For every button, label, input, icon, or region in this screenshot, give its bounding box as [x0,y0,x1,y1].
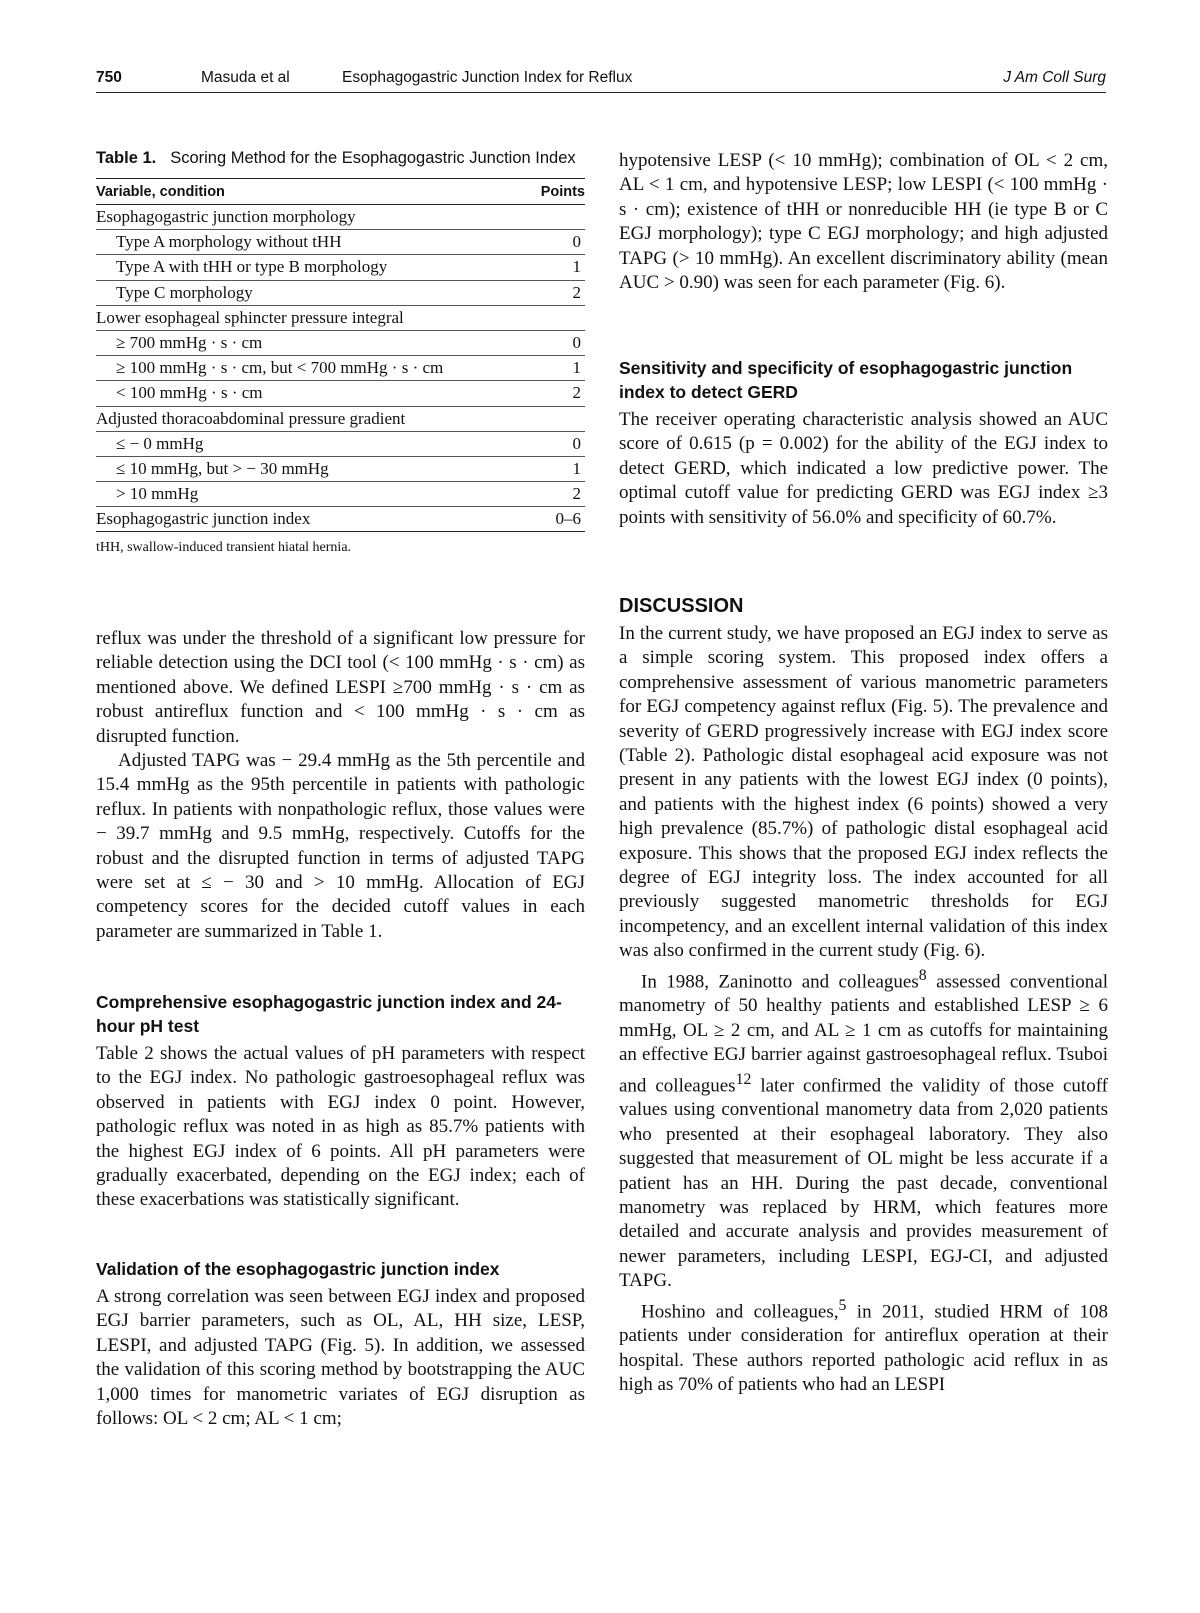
table-footnote: tHH, swallow-induced transient hiatal hernia. [96,540,352,556]
discussion-heading: DISCUSSION [619,595,744,617]
section-sensitivity [619,356,1108,530]
column-header-variable: Variable, condition [96,179,511,205]
table-caption-text: Scoring Method for the Esophagogastric Junction Index [170,149,576,167]
section-comprehensive [96,990,585,1213]
row-condition: ≥ 100 mmHg · s · cm, but < 700 mmHg · s · cm [96,356,511,381]
table-row [96,507,585,532]
page-number: 750 [96,69,122,86]
table-row [96,456,585,481]
row-condition: > 10 mmHg [96,482,511,507]
paragraph: In the current study, we have proposed an EGJ index to serve as a simple scoring system. This proposed index offers a comprehensive assessment of various manometric parameters for EGJ competency against reflux (Fig. 5). The prevalence and severity of GERD progressively increase with EGJ index score (Table 2). Pathologic distal esophageal acid exposure was not present in any patients with the lowest EGJ index (0 points), and patients with the highest index (6 points) showed a very high prevalence (85.7%) of pathologic distal esophageal acid exposure. This shows that the proposed EGJ index reflects the degree of EGJ integrity loss. The index accounted for all previously suggested manometric thresholds for EGJ incompetency, and an excellent internal validation of this index was also confirmed in the current study (Fig. 6). [619,623,1108,962]
paragraph: The receiver operating characteristic analysis showed an AUC score of 0.615 (p = 0.002) for the ability of the EGJ index to detect GERD, which indicated a low predictive power. The optimal cutoff value for predicting GERD was EGJ index ≥3 points with sensitivity of 56.0% and specificity of 60.7%. [619,409,1108,528]
table-row [96,330,585,355]
row-total: Esophagogastric junction index [96,507,511,532]
table-1 [96,148,585,556]
section-validation [96,1257,585,1431]
reference-marker: 12 [735,1070,752,1088]
row-variable: Esophagogastric junction morphology [96,205,511,230]
row-points [511,205,585,230]
row-points: 0–6 [511,507,585,532]
row-points: 2 [511,280,585,305]
table-row [96,356,585,381]
row-points: 1 [511,255,585,280]
paragraph: Hoshino and colleagues,$^5$ in 2011, studied HRM of 108 patients under consideration for antireflux operation at their hospital. These authors reported pathologic acid reflux in as high as 70% of patients who had an LESPI [619,1296,1108,1396]
table-row [96,482,585,507]
column-header-points: Points [511,179,585,205]
paragraph: reflux was under the threshold of a significant low pressure for reliable detection using the DCI tool (< 100 mmHg · s · cm) as mentioned above. We defined LESPI ≥700 mmHg · s · cm as robust antireflux function and < 100 mmHg · s · cm as disrupted function. [96,628,585,747]
table-row [96,255,585,280]
paragraph: Adjusted TAPG was − 29.4 mmHg as the 5th percentile and 15.4 mmHg as the 95th percentile in patients with pathologic reflux. In patients with nonpathologic reflux, those values were − 39.7 mmHg and 9.5 mmHg, respectively. Cutoffs for the robust and the disrupted function in terms of adjusted TAPG were set at ≤ − 30 and > 10 mmHg. Allocation of EGJ competency scores for the decided cutoff values in each parameter are summarized in Table 1. [96,750,585,942]
row-points: 0 [511,431,585,456]
right-column-top [619,149,1108,295]
table-row [96,431,585,456]
row-condition: < 100 mmHg · s · cm [96,381,511,406]
running-header [96,66,1106,93]
paragraph: hypotensive LESP (< 10 mmHg); combination of OL < 2 cm, AL < 1 cm, and hypotensive LESP; low LESPI (< 100 mmHg · s · cm); existence of tHH or nonreducible HH (ie type B or C EGJ morphology); type C EGJ morphology; and high adjusted TAPG (> 10 mmHg). An excellent discriminatory ability (mean AUC > 0.90) was seen for each parameter (Fig. 6). [619,150,1108,294]
row-variable: Adjusted thoracoabdominal pressure gradient [96,406,511,431]
table-row [96,230,585,255]
table-label: Table 1. [96,149,157,167]
row-condition: Type C morphology [96,280,511,305]
table-row [96,205,585,230]
section-heading: Validation of the esophagogastric junction index [96,1259,500,1279]
table-row [96,406,585,431]
table-row [96,280,585,305]
running-title: Esophagogastric Junction Index for Reflux [342,69,633,86]
section-discussion [619,593,1108,1398]
paragraph: Table 2 shows the actual values of pH parameters with respect to the EGJ index. No pathologic gastroesophageal reflux was observed in patients with EGJ index 0 point. However, pathologic reflux was noted in as high as 85.7% patients with the highest EGJ index of 6 points. All pH parameters were gradually exacerbated, depending on the EGJ index; each of these exacerbations was statistically significant. [96,1043,585,1211]
row-points [511,305,585,330]
journal-name: J Am Coll Surg [1003,69,1106,86]
row-condition: ≥ 700 mmHg · s · cm [96,330,511,355]
running-authors: Masuda et al [201,69,290,86]
row-variable: Lower esophageal sphincter pressure integral [96,305,511,330]
row-points: 0 [511,230,585,255]
table-row [96,381,585,406]
row-condition: Type A morphology without tHH [96,230,511,255]
scoring-table [96,178,585,532]
row-points: 1 [511,456,585,481]
left-column-body [96,627,585,944]
row-condition: ≤ 10 mmHg, but > − 30 mmHg [96,456,511,481]
row-points: 0 [511,330,585,355]
section-heading: Comprehensive esophagogastric junction index and 24-hour pH test [96,992,562,1036]
reference-marker: 8 [918,966,927,984]
table-caption [96,148,585,169]
row-points: 2 [511,381,585,406]
table-row [96,305,585,330]
paragraph: In 1988, Zaninotto and colleagues$^8$ assessed conventional manometry of 50 healthy patients and established LESP ≥ 6 mmHg, OL ≥ 2 cm, and AL ≥ 1 cm as cutoffs for maintaining an effective EGJ barrier against gastroesophageal reflux. Tsuboi and colleagues$^{12}$ later confirmed the validity of those cutoff values using conventional manometry data from 2,020 patients who presented at their esophageal laboratory. They also suggested that measurement of OL might be less accurate if a patient has an HH. During the past decade, conventional manometry was replaced by HRM, which features more detailed and accurate analysis and provides measurement of newer parameters, including LESPI, EGJ-CI, and adjusted TAPG. [619,966,1108,1292]
row-points [511,406,585,431]
row-condition: Type A with tHH or type B morphology [96,255,511,280]
row-points: 1 [511,356,585,381]
row-condition: ≤ − 0 mmHg [96,431,511,456]
paragraph: A strong correlation was seen between EGJ index and proposed EGJ barrier parameters, such as OL, AL, HH size, LESP, LESPI, and adjusted TAPG (Fig. 5). In addition, we assessed the validation of this scoring method by bootstrapping the AUC 1,000 times for manometric variates of EGJ disruption as follows: OL < 2 cm; AL < 1 cm; [96,1286,585,1430]
section-heading: Sensitivity and specificity of esophagogastric junction index to detect GERD [619,358,1073,402]
reference-marker: 5 [838,1296,847,1314]
row-points: 2 [511,482,585,507]
